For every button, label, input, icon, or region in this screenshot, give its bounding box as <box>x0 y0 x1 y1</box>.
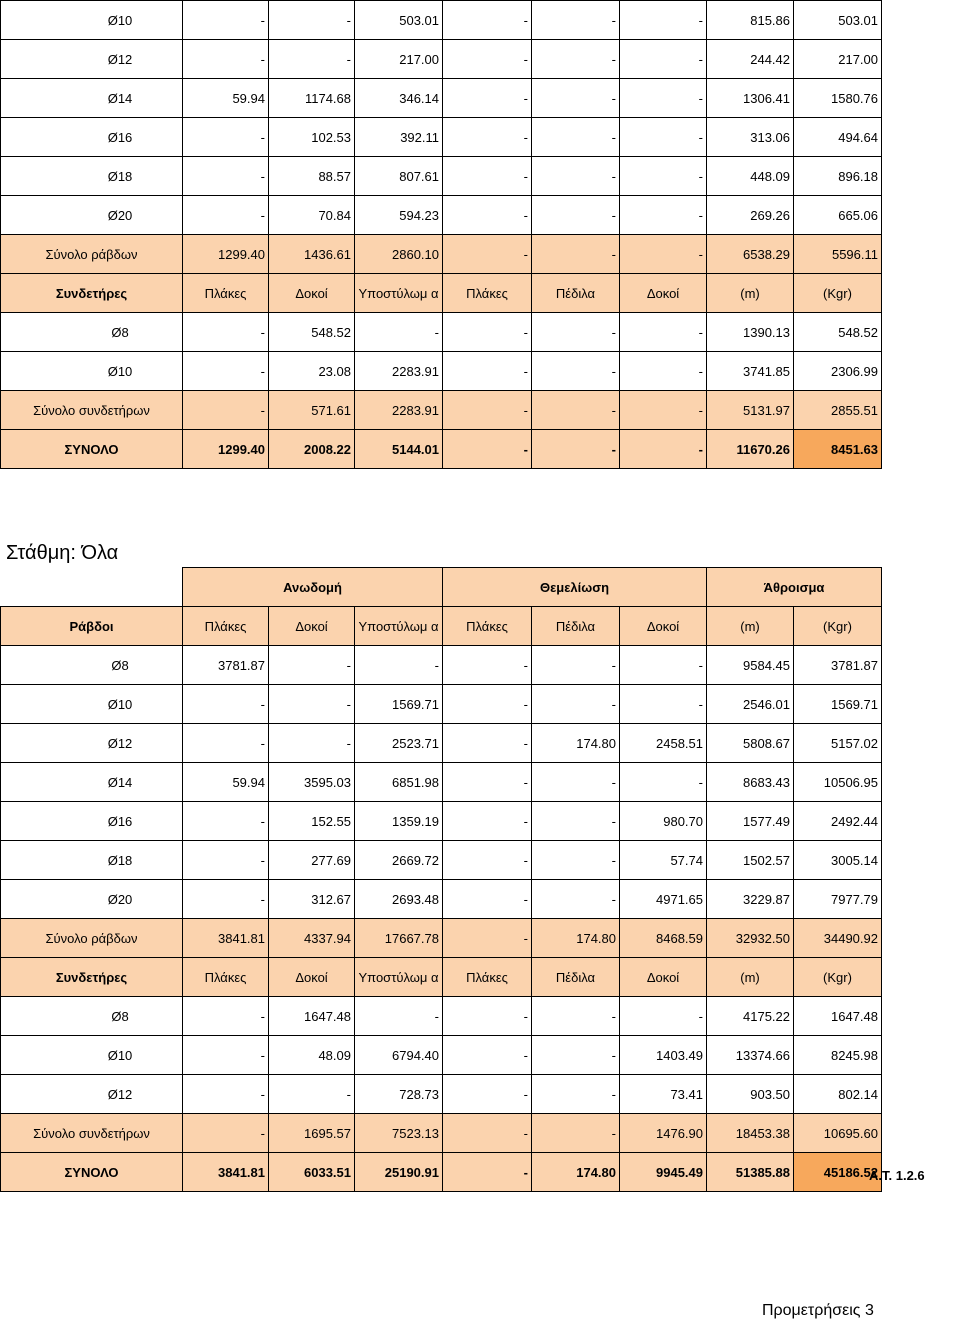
stirrup-total-row <box>1 1114 882 1153</box>
value-cell: 8683.43 <box>707 763 794 802</box>
value-cell: - <box>443 997 532 1036</box>
value-cell: 2306.99 <box>794 352 882 391</box>
value-cell: 2283.91 <box>355 352 443 391</box>
value-cell: 3781.87 <box>794 646 882 685</box>
column-header: Δοκοί <box>620 607 707 646</box>
value-cell: 1580.76 <box>794 79 882 118</box>
value-cell: - <box>532 40 620 79</box>
value-cell: 174.80 <box>532 919 620 958</box>
value-cell: 346.14 <box>355 79 443 118</box>
value-cell: - <box>620 352 707 391</box>
value-cell: 1390.13 <box>707 313 794 352</box>
value-cell: 45186.52 <box>794 1153 882 1192</box>
value-cell: - <box>532 1 620 40</box>
value-cell: - <box>443 685 532 724</box>
value-cell: 1299.40 <box>183 235 269 274</box>
value-cell: 11670.26 <box>707 430 794 469</box>
value-cell: - <box>620 118 707 157</box>
value-cell: 3229.87 <box>707 880 794 919</box>
value-cell: 1647.48 <box>794 997 882 1036</box>
value-cell: - <box>620 1 707 40</box>
row-label: Σύνολο ράβδων <box>1 919 183 958</box>
column-header: Πέδιλα <box>532 607 620 646</box>
value-cell: - <box>620 997 707 1036</box>
value-cell: - <box>443 79 532 118</box>
diameter-cell: Ø12 <box>1 724 183 763</box>
value-cell: - <box>183 196 269 235</box>
value-cell: 1647.48 <box>269 997 355 1036</box>
value-cell: 3005.14 <box>794 841 882 880</box>
value-cell: 312.67 <box>269 880 355 919</box>
diameter-cell: Ø8 <box>1 997 183 1036</box>
value-cell: 34490.92 <box>794 919 882 958</box>
value-cell: - <box>443 391 532 430</box>
value-cell: - <box>183 997 269 1036</box>
value-cell: 6851.98 <box>355 763 443 802</box>
rebar-row <box>1 118 882 157</box>
column-header: Συνδετήρες <box>1 274 183 313</box>
stirrup-header-row <box>1 274 882 313</box>
value-cell: 9945.49 <box>620 1153 707 1192</box>
value-cell: 9584.45 <box>707 646 794 685</box>
value-cell: 10506.95 <box>794 763 882 802</box>
value-cell: 1502.57 <box>707 841 794 880</box>
value-cell: 3595.03 <box>269 763 355 802</box>
rebar-row <box>1 802 882 841</box>
column-header: Πλάκες <box>443 958 532 997</box>
column-header: (Kgr) <box>794 607 882 646</box>
value-cell: 2860.10 <box>355 235 443 274</box>
column-header: (Kgr) <box>794 274 882 313</box>
row-label: Σύνολο ράβδων <box>1 235 183 274</box>
value-cell: 503.01 <box>355 1 443 40</box>
value-cell: - <box>532 1114 620 1153</box>
stirrup-total-row <box>1 391 882 430</box>
diameter-cell: Ø12 <box>1 40 183 79</box>
value-cell: - <box>532 352 620 391</box>
value-cell: 2008.22 <box>269 430 355 469</box>
value-cell: - <box>269 40 355 79</box>
blank-cell <box>1 568 183 607</box>
value-cell: - <box>443 40 532 79</box>
value-cell: 174.80 <box>532 724 620 763</box>
value-cell: - <box>443 1153 532 1192</box>
value-cell: - <box>620 646 707 685</box>
value-cell: 2855.51 <box>794 391 882 430</box>
value-cell: 10695.60 <box>794 1114 882 1153</box>
value-cell: - <box>620 391 707 430</box>
diameter-cell: Ø10 <box>1 685 183 724</box>
value-cell: 51385.88 <box>707 1153 794 1192</box>
value-cell: 3841.81 <box>183 919 269 958</box>
value-cell: 25190.91 <box>355 1153 443 1192</box>
value-cell: 6794.40 <box>355 1036 443 1075</box>
value-cell: 48.09 <box>269 1036 355 1075</box>
value-cell: 5596.11 <box>794 235 882 274</box>
value-cell: 32932.50 <box>707 919 794 958</box>
diameter-cell: Ø8 <box>1 646 183 685</box>
rebar-row <box>1 646 882 685</box>
diameter-cell: Ø18 <box>1 157 183 196</box>
value-cell: - <box>443 880 532 919</box>
value-cell: 571.61 <box>269 391 355 430</box>
value-cell: - <box>183 685 269 724</box>
value-cell: 2523.71 <box>355 724 443 763</box>
value-cell: - <box>355 646 443 685</box>
value-cell: - <box>532 646 620 685</box>
value-cell: - <box>269 724 355 763</box>
value-cell: - <box>620 40 707 79</box>
stirrup-row <box>1 1036 882 1075</box>
rebar-summary-table-partial <box>0 0 882 469</box>
value-cell: 1306.41 <box>707 79 794 118</box>
value-cell: 17667.78 <box>355 919 443 958</box>
value-cell: 2492.44 <box>794 802 882 841</box>
value-cell: 18453.38 <box>707 1114 794 1153</box>
value-cell: - <box>183 118 269 157</box>
value-cell: 2669.72 <box>355 841 443 880</box>
column-header: Πέδιλα <box>532 274 620 313</box>
station-title: Στάθμη: Όλα <box>6 542 119 564</box>
value-cell: - <box>183 40 269 79</box>
value-cell: - <box>443 802 532 841</box>
group-header-row <box>1 568 882 607</box>
rebar-row <box>1 841 882 880</box>
column-header: Υποστύλωμ α <box>355 958 443 997</box>
value-cell: 277.69 <box>269 841 355 880</box>
value-cell: 102.53 <box>269 118 355 157</box>
page-footer: Προμετρήσεις 3 <box>762 1302 874 1319</box>
value-cell: - <box>532 430 620 469</box>
value-cell: 217.00 <box>794 40 882 79</box>
value-cell: 3741.85 <box>707 352 794 391</box>
value-cell: - <box>443 157 532 196</box>
value-cell: - <box>269 685 355 724</box>
value-cell: - <box>183 1075 269 1114</box>
value-cell: - <box>620 430 707 469</box>
value-cell: 244.42 <box>707 40 794 79</box>
diameter-cell: Ø12 <box>1 1075 183 1114</box>
value-cell: 2693.48 <box>355 880 443 919</box>
column-header: Δοκοί <box>269 958 355 997</box>
value-cell: - <box>183 1 269 40</box>
rebar-row <box>1 724 882 763</box>
row-label: Σύνολο συνδετήρων <box>1 1114 183 1153</box>
rebar-row <box>1 763 882 802</box>
value-cell: - <box>183 352 269 391</box>
value-cell: 88.57 <box>269 157 355 196</box>
value-cell: - <box>183 724 269 763</box>
value-cell: 1299.40 <box>183 430 269 469</box>
value-cell: 980.70 <box>620 802 707 841</box>
value-cell: 2283.91 <box>355 391 443 430</box>
group-header: Ανωδομή <box>183 568 443 607</box>
value-cell: 13374.66 <box>707 1036 794 1075</box>
column-header: Πλάκες <box>443 607 532 646</box>
column-header: (m) <box>707 958 794 997</box>
value-cell: - <box>532 802 620 841</box>
value-cell: - <box>183 880 269 919</box>
value-cell: 152.55 <box>269 802 355 841</box>
value-cell: - <box>183 1114 269 1153</box>
value-cell: - <box>532 196 620 235</box>
value-cell: 7523.13 <box>355 1114 443 1153</box>
value-cell: - <box>183 157 269 196</box>
value-cell: 313.06 <box>707 118 794 157</box>
rebar-row <box>1 685 882 724</box>
diameter-cell: Ø20 <box>1 880 183 919</box>
value-cell: - <box>532 880 620 919</box>
value-cell: 174.80 <box>532 1153 620 1192</box>
value-cell: 494.64 <box>794 118 882 157</box>
value-cell: 448.09 <box>707 157 794 196</box>
value-cell: 217.00 <box>355 40 443 79</box>
value-cell: - <box>532 685 620 724</box>
diameter-cell: Ø10 <box>1 1 183 40</box>
value-cell: - <box>183 391 269 430</box>
value-cell: 503.01 <box>794 1 882 40</box>
value-cell: 59.94 <box>183 79 269 118</box>
value-cell: - <box>443 646 532 685</box>
value-cell: - <box>355 997 443 1036</box>
group-header: Θεμελίωση <box>443 568 707 607</box>
column-header: (Kgr) <box>794 958 882 997</box>
group-header: Άθροισμα <box>707 568 882 607</box>
column-header: (m) <box>707 607 794 646</box>
value-cell: - <box>532 763 620 802</box>
value-cell: - <box>443 1036 532 1075</box>
column-header: Υποστύλωμ α <box>355 274 443 313</box>
value-cell: - <box>269 646 355 685</box>
rebar-header-row <box>1 607 882 646</box>
value-cell: - <box>620 235 707 274</box>
value-cell: - <box>443 118 532 157</box>
stirrup-row <box>1 352 882 391</box>
value-cell: 269.26 <box>707 196 794 235</box>
value-cell: - <box>443 763 532 802</box>
value-cell: 665.06 <box>794 196 882 235</box>
diameter-cell: Ø18 <box>1 841 183 880</box>
value-cell: 3841.81 <box>183 1153 269 1192</box>
value-cell: 1569.71 <box>794 685 882 724</box>
value-cell: 3781.87 <box>183 646 269 685</box>
row-label: ΣΥΝΟΛΟ <box>1 1153 183 1192</box>
value-cell: - <box>532 118 620 157</box>
value-cell: 1695.57 <box>269 1114 355 1153</box>
rebar-total-row <box>1 235 882 274</box>
column-header: Δοκοί <box>269 274 355 313</box>
row-label: Σύνολο συνδετήρων <box>1 391 183 430</box>
value-cell: 70.84 <box>269 196 355 235</box>
rebar-row <box>1 157 882 196</box>
value-cell: 1476.90 <box>620 1114 707 1153</box>
value-cell: 896.18 <box>794 157 882 196</box>
diameter-cell: Ø10 <box>1 352 183 391</box>
diameter-cell: Ø14 <box>1 79 183 118</box>
value-cell: - <box>532 997 620 1036</box>
value-cell: 5157.02 <box>794 724 882 763</box>
value-cell: - <box>532 1036 620 1075</box>
value-cell: - <box>620 685 707 724</box>
diameter-cell: Ø8 <box>1 313 183 352</box>
value-cell: 392.11 <box>355 118 443 157</box>
column-header: Πλάκες <box>183 958 269 997</box>
value-cell: 594.23 <box>355 196 443 235</box>
value-cell: 1359.19 <box>355 802 443 841</box>
value-cell: - <box>443 196 532 235</box>
value-cell: 1569.71 <box>355 685 443 724</box>
value-cell: 4175.22 <box>707 997 794 1036</box>
value-cell: 59.94 <box>183 763 269 802</box>
value-cell: 1174.68 <box>269 79 355 118</box>
diameter-cell: Ø20 <box>1 196 183 235</box>
value-cell: - <box>443 313 532 352</box>
value-cell: - <box>443 919 532 958</box>
value-cell: - <box>620 313 707 352</box>
diameter-cell: Ø10 <box>1 1036 183 1075</box>
value-cell: - <box>532 313 620 352</box>
value-cell: 5131.97 <box>707 391 794 430</box>
value-cell: - <box>183 802 269 841</box>
stirrup-row <box>1 1075 882 1114</box>
value-cell: - <box>443 724 532 763</box>
rebar-row <box>1 79 882 118</box>
value-cell: - <box>443 430 532 469</box>
stirrup-row <box>1 997 882 1036</box>
value-cell: 807.61 <box>355 157 443 196</box>
column-header: Δοκοί <box>620 274 707 313</box>
value-cell: - <box>355 313 443 352</box>
value-cell: 6033.51 <box>269 1153 355 1192</box>
value-cell: 1577.49 <box>707 802 794 841</box>
value-cell: 815.86 <box>707 1 794 40</box>
stirrup-header-row <box>1 958 882 997</box>
column-header: Πλάκες <box>183 274 269 313</box>
value-cell: 4971.65 <box>620 880 707 919</box>
value-cell: - <box>532 157 620 196</box>
value-cell: 5808.67 <box>707 724 794 763</box>
value-cell: 548.52 <box>794 313 882 352</box>
column-header: Πέδιλα <box>532 958 620 997</box>
value-cell: 7977.79 <box>794 880 882 919</box>
rebar-row <box>1 40 882 79</box>
value-cell: - <box>269 1075 355 1114</box>
column-header: Δοκοί <box>269 607 355 646</box>
column-header: Πλάκες <box>183 607 269 646</box>
rebar-total-row <box>1 919 882 958</box>
value-cell: 8451.63 <box>794 430 882 469</box>
value-cell: - <box>532 841 620 880</box>
value-cell: - <box>620 79 707 118</box>
value-cell: - <box>532 79 620 118</box>
diameter-cell: Ø16 <box>1 802 183 841</box>
value-cell: - <box>443 235 532 274</box>
value-cell: - <box>620 157 707 196</box>
value-cell: - <box>443 1 532 40</box>
row-label: ΣΥΝΟΛΟ <box>1 430 183 469</box>
rebar-row <box>1 880 882 919</box>
rebar-summary-table-all <box>0 567 882 1192</box>
rebar-row <box>1 196 882 235</box>
value-cell: - <box>443 841 532 880</box>
value-cell: - <box>443 1114 532 1153</box>
reference-note: A.T. 1.2.6 <box>869 1168 925 1183</box>
value-cell: 8245.98 <box>794 1036 882 1075</box>
value-cell: 73.41 <box>620 1075 707 1114</box>
value-cell: 4337.94 <box>269 919 355 958</box>
value-cell: 1436.61 <box>269 235 355 274</box>
value-cell: - <box>183 1036 269 1075</box>
value-cell: 728.73 <box>355 1075 443 1114</box>
grand-total-row <box>1 1153 882 1192</box>
diameter-cell: Ø16 <box>1 118 183 157</box>
value-cell: 57.74 <box>620 841 707 880</box>
value-cell: - <box>620 763 707 802</box>
value-cell: 23.08 <box>269 352 355 391</box>
value-cell: - <box>620 196 707 235</box>
value-cell: 5144.01 <box>355 430 443 469</box>
value-cell: - <box>183 841 269 880</box>
value-cell: 2458.51 <box>620 724 707 763</box>
value-cell: 903.50 <box>707 1075 794 1114</box>
value-cell: - <box>269 1 355 40</box>
diameter-cell: Ø14 <box>1 763 183 802</box>
value-cell: 6538.29 <box>707 235 794 274</box>
rebar-row <box>1 1 882 40</box>
value-cell: 802.14 <box>794 1075 882 1114</box>
value-cell: - <box>532 1075 620 1114</box>
column-header: Υποστύλωμ α <box>355 607 443 646</box>
grand-total-row <box>1 430 882 469</box>
column-header: Ράβδοι <box>1 607 183 646</box>
column-header: (m) <box>707 274 794 313</box>
value-cell: 2546.01 <box>707 685 794 724</box>
value-cell: 8468.59 <box>620 919 707 958</box>
value-cell: - <box>443 352 532 391</box>
value-cell: - <box>532 235 620 274</box>
value-cell: - <box>532 391 620 430</box>
column-header: Πλάκες <box>443 274 532 313</box>
value-cell: - <box>183 313 269 352</box>
value-cell: - <box>443 1075 532 1114</box>
value-cell: 1403.49 <box>620 1036 707 1075</box>
stirrup-row <box>1 313 882 352</box>
column-header: Δοκοί <box>620 958 707 997</box>
column-header: Συνδετήρες <box>1 958 183 997</box>
value-cell: 548.52 <box>269 313 355 352</box>
